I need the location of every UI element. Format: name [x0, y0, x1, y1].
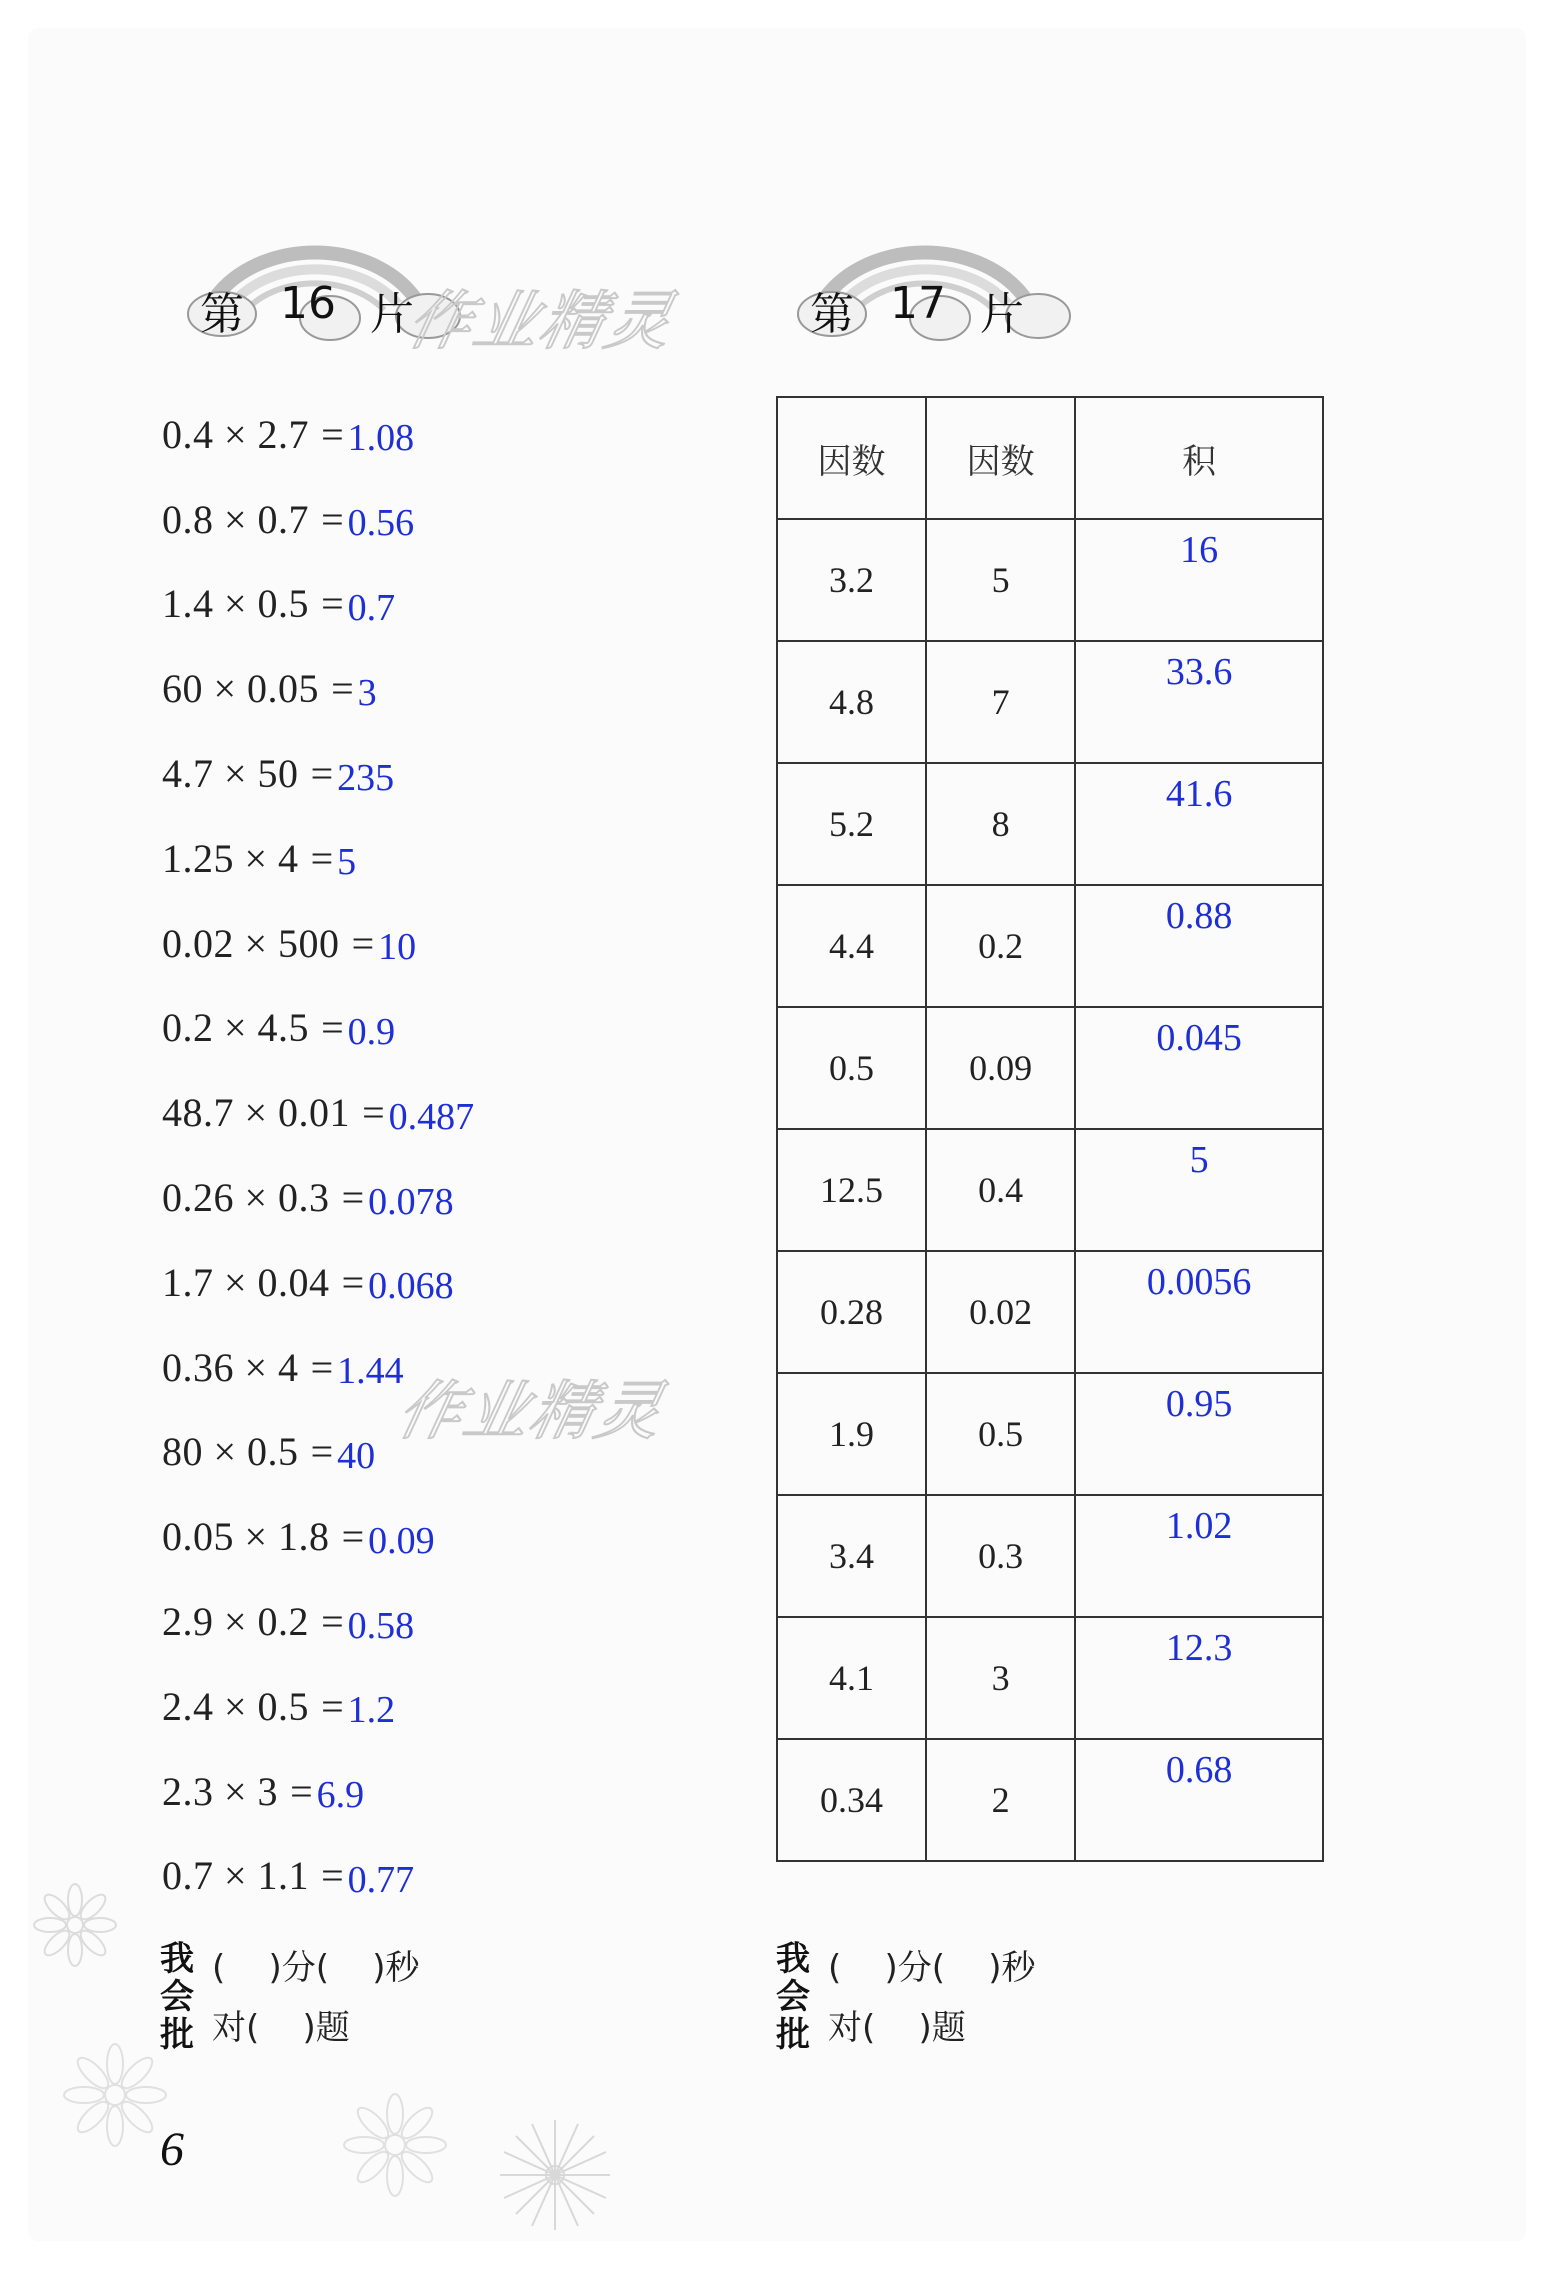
- equals-sign: =: [331, 666, 354, 712]
- section-label-pre: 第: [200, 289, 244, 340]
- handwritten-answer: 235: [337, 756, 395, 799]
- equals-sign: =: [341, 1175, 365, 1221]
- section-badge-right: [790, 218, 1090, 358]
- equals-sign: =: [341, 1514, 365, 1560]
- equals-sign: =: [321, 1683, 344, 1729]
- table-row: [777, 1739, 1323, 1861]
- factor-1-cell: 4.1: [777, 1617, 926, 1739]
- table-row: [777, 1617, 1323, 1739]
- problem-row: [162, 986, 662, 1071]
- problem-expression: 1.4 × 0.5: [162, 581, 310, 627]
- problem-list: [162, 392, 662, 1918]
- problem-row: [162, 1494, 662, 1579]
- flower-icon: [490, 2110, 620, 2240]
- handwritten-product: 16: [1180, 529, 1219, 571]
- problem-expression: 0.4 × 2.7: [162, 411, 310, 457]
- header-factor-1: 因数: [777, 397, 926, 519]
- table-row: [777, 885, 1323, 1007]
- factor-1-cell: 0.5: [777, 1007, 926, 1129]
- problem-row: [162, 816, 662, 901]
- equals-sign: =: [290, 1768, 313, 1814]
- factor-1-cell: 12.5: [777, 1129, 926, 1251]
- problem-row: [162, 1664, 662, 1749]
- watermark: 作业精灵: [390, 1375, 671, 1449]
- equals-sign: =: [310, 835, 334, 881]
- table-row: [777, 1373, 1323, 1495]
- problem-row: [162, 562, 662, 647]
- equals-sign: =: [321, 1853, 344, 1899]
- equals-sign: =: [321, 1005, 344, 1051]
- correct-line: 对( )题: [212, 2008, 350, 2048]
- handwritten-answer: 0.9: [347, 1010, 396, 1053]
- equals-sign: =: [310, 1344, 334, 1390]
- self-check-side-label: 我 会 批: [776, 1939, 810, 2055]
- factor-1-cell: 0.34: [777, 1739, 926, 1861]
- table-row: [777, 519, 1323, 641]
- problem-expression: 2.3 × 3: [162, 1768, 279, 1814]
- section-label-pre: 第: [810, 289, 854, 340]
- factor-2-cell: 3: [926, 1617, 1075, 1739]
- handwritten-product: 41.6: [1165, 773, 1233, 815]
- handwritten-answer: 5: [337, 841, 357, 884]
- factor-2-cell: 0.3: [926, 1495, 1075, 1617]
- handwritten-product: 0.0056: [1146, 1261, 1252, 1303]
- time-line: ( )分( )秒: [828, 1948, 1036, 1988]
- handwritten-product: 5: [1189, 1139, 1209, 1181]
- problem-row: [162, 1579, 662, 1664]
- table-row: [777, 1251, 1323, 1373]
- problem-row: [162, 901, 662, 986]
- handwritten-answer: 40: [337, 1434, 376, 1477]
- problem-expression: 0.26 × 0.3: [162, 1175, 330, 1221]
- handwritten-product: 0.68: [1165, 1749, 1233, 1791]
- self-check-left: [160, 1940, 540, 2080]
- time-line: ( )分( )秒: [212, 1948, 420, 1988]
- equals-sign: =: [310, 751, 334, 797]
- equals-sign: =: [321, 1599, 344, 1645]
- problem-row: [162, 646, 662, 731]
- equals-sign: =: [321, 496, 344, 542]
- problem-row: [162, 1834, 662, 1919]
- product-table: [776, 396, 1324, 1862]
- product-cell: [1075, 1617, 1323, 1739]
- equals-sign: =: [362, 1090, 385, 1136]
- product-cell: [1075, 1129, 1323, 1251]
- problem-row: [162, 392, 662, 477]
- handwritten-answer: 1.2: [347, 1689, 396, 1732]
- problem-expression: 0.36 × 4: [162, 1344, 299, 1390]
- factor-1-cell: 3.2: [777, 519, 926, 641]
- flower-icon: [30, 1880, 120, 1970]
- problem-expression: 48.7 × 0.01: [162, 1090, 351, 1136]
- handwritten-answer: 0.068: [368, 1265, 454, 1308]
- correct-line: 对( )题: [828, 2008, 966, 2048]
- section-number: 16: [280, 278, 336, 329]
- factor-1-cell: 5.2: [777, 763, 926, 885]
- watermark: 作业精灵: [400, 285, 681, 359]
- factor-1-cell: 4.8: [777, 641, 926, 763]
- self-check-side-label: 我 会 批: [160, 1939, 194, 2055]
- handwritten-answer: 0.09: [368, 1519, 435, 1562]
- page-number: 6: [160, 2123, 184, 2176]
- problem-expression: 0.7 × 1.1: [162, 1853, 310, 1899]
- product-cell: [1075, 1373, 1323, 1495]
- problem-expression: 0.02 × 500: [162, 920, 340, 966]
- table-row: [777, 763, 1323, 885]
- factor-2-cell: 8: [926, 763, 1075, 885]
- handwritten-answer: 10: [378, 926, 417, 969]
- handwritten-product: 33.6: [1165, 651, 1233, 693]
- equals-sign: =: [351, 920, 375, 966]
- section-label-post: 片: [370, 289, 414, 340]
- flower-icon: [340, 2090, 450, 2200]
- handwritten-answer: 6.9: [316, 1774, 365, 1817]
- section-label-post: 片: [980, 289, 1024, 340]
- header-factor-2: 因数: [926, 397, 1075, 519]
- equals-sign: =: [321, 411, 344, 457]
- product-cell: [1075, 1739, 1323, 1861]
- section-number: 17: [890, 278, 946, 329]
- problem-expression: 0.2 × 4.5: [162, 1005, 310, 1051]
- table-row: [777, 1495, 1323, 1617]
- problem-row: [162, 477, 662, 562]
- factor-2-cell: 0.09: [926, 1007, 1075, 1129]
- problem-expression: 2.4 × 0.5: [162, 1683, 310, 1729]
- problem-expression: 60 × 0.05: [162, 666, 320, 712]
- problem-expression: 2.9 × 0.2: [162, 1599, 310, 1645]
- equals-sign: =: [341, 1259, 365, 1305]
- handwritten-product: 12.3: [1165, 1627, 1233, 1669]
- handwritten-answer: 1.44: [337, 1350, 404, 1393]
- problem-row: [162, 1070, 662, 1155]
- product-cell: [1075, 641, 1323, 763]
- handwritten-product: 0.045: [1156, 1017, 1242, 1059]
- handwritten-answer: 0.58: [347, 1604, 415, 1647]
- factor-2-cell: 5: [926, 519, 1075, 641]
- product-cell: [1075, 1251, 1323, 1373]
- equals-sign: =: [321, 581, 344, 627]
- problem-row: [162, 1155, 662, 1240]
- factor-2-cell: 7: [926, 641, 1075, 763]
- equals-sign: =: [310, 1429, 334, 1475]
- table-row: [777, 641, 1323, 763]
- table-row: [777, 1129, 1323, 1251]
- handwritten-answer: 3: [357, 671, 377, 714]
- product-cell: [1075, 1495, 1323, 1617]
- problem-expression: 80 × 0.5: [162, 1429, 299, 1475]
- factor-2-cell: 0.5: [926, 1373, 1075, 1495]
- factor-2-cell: 0.4: [926, 1129, 1075, 1251]
- table-row: [777, 1007, 1323, 1129]
- handwritten-product: 1.02: [1165, 1505, 1233, 1547]
- product-cell: [1075, 885, 1323, 1007]
- problem-expression: 1.7 × 0.04: [162, 1259, 330, 1305]
- handwritten-answer: 0.77: [347, 1858, 415, 1901]
- factor-1-cell: 1.9: [777, 1373, 926, 1495]
- table-header-row: [777, 397, 1323, 519]
- product-cell: [1075, 763, 1323, 885]
- handwritten-product: 0.88: [1165, 895, 1233, 937]
- problem-expression: 1.25 × 4: [162, 835, 299, 881]
- problem-row: [162, 1749, 662, 1834]
- handwritten-answer: 0.487: [388, 1095, 475, 1138]
- factor-1-cell: 3.4: [777, 1495, 926, 1617]
- flower-icon: [60, 2040, 170, 2150]
- header-product: 积: [1075, 397, 1323, 519]
- handwritten-product: 0.95: [1165, 1383, 1233, 1425]
- problem-expression: 4.7 × 50: [162, 751, 299, 797]
- problem-expression: 0.8 × 0.7: [162, 496, 310, 542]
- product-cell: [1075, 1007, 1323, 1129]
- handwritten-answer: 0.56: [347, 502, 415, 545]
- problem-expression: 0.05 × 1.8: [162, 1514, 330, 1560]
- handwritten-answer: 0.078: [368, 1180, 454, 1223]
- problem-row: [162, 1240, 662, 1325]
- factor-1-cell: 0.28: [777, 1251, 926, 1373]
- factor-2-cell: 2: [926, 1739, 1075, 1861]
- handwritten-answer: 0.7: [347, 586, 396, 629]
- handwritten-answer: 1.08: [347, 417, 415, 460]
- factor-1-cell: 4.4: [777, 885, 926, 1007]
- problem-row: [162, 731, 662, 816]
- factor-2-cell: 0.2: [926, 885, 1075, 1007]
- self-check-right: [776, 1940, 1156, 2080]
- factor-2-cell: 0.02: [926, 1251, 1075, 1373]
- product-cell: [1075, 519, 1323, 641]
